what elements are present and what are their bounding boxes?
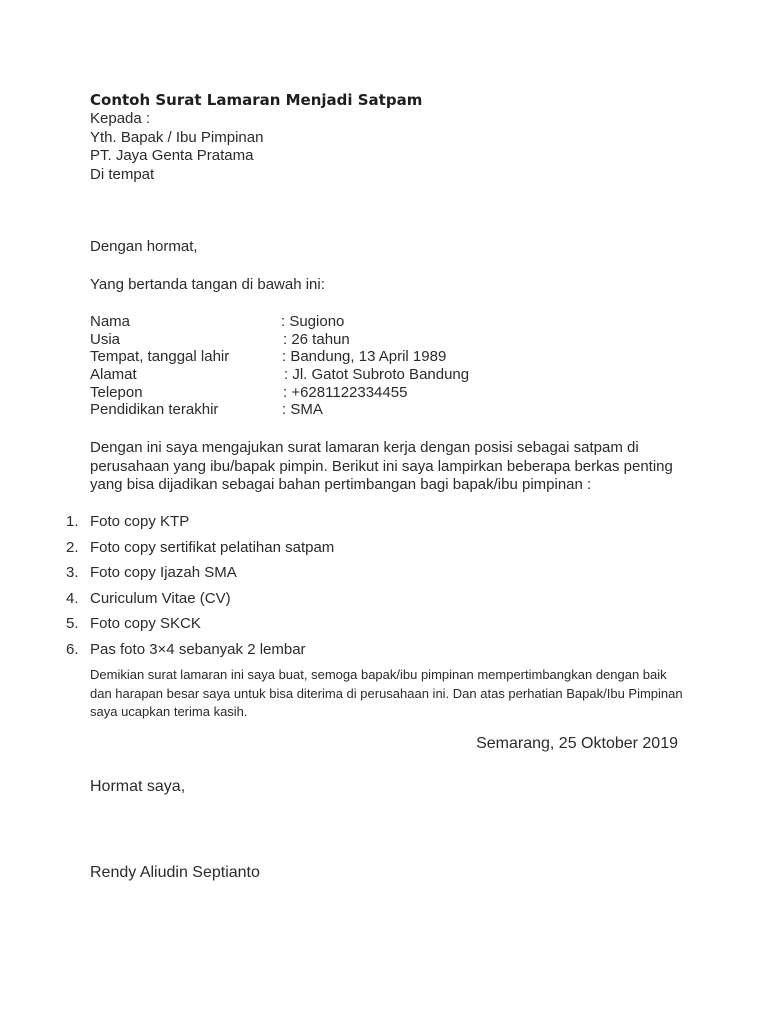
identity-label: Alamat [90, 366, 137, 384]
place-date: Semarang, 25 Oktober 2019 [476, 735, 678, 752]
intro-line: Yang bertanda tangan di bawah ini: [90, 276, 325, 293]
document-title: Contoh Surat Lamaran Menjadi Satpam [90, 91, 423, 109]
identity-row-education [90, 401, 510, 419]
list-number: 1. [66, 513, 79, 530]
identity-table [90, 313, 510, 419]
list-text: Foto copy SKCK [90, 615, 201, 632]
identity-row-name [90, 313, 510, 331]
identity-label: Usia [90, 330, 121, 348]
list-number: 3. [66, 564, 79, 581]
list-text: Foto copy KTP [90, 513, 190, 530]
identity-value: : Jl. Gatot Subroto Bandung [284, 366, 470, 384]
identity-row-phone [90, 384, 510, 402]
list-text: Pas foto 3×4 sebanyak 2 lembar [90, 640, 306, 658]
identity-label: Nama [90, 313, 131, 330]
list-number: 4. [66, 589, 79, 607]
list-number: 2. [66, 538, 79, 556]
list-text: Foto copy Ijazah SMA [90, 564, 237, 581]
signer-name: Rendy Aliudin Septianto [90, 864, 260, 881]
identity-value: : 26 tahun [283, 330, 350, 348]
list-number: 6. [66, 640, 79, 658]
identity-row-birth [90, 348, 510, 366]
list-number: 5. [66, 615, 79, 632]
regards-line: Hormat saya, [90, 778, 186, 795]
identity-label: Telepon [90, 383, 143, 401]
recipient-block [90, 110, 263, 184]
identity-row-age [90, 331, 510, 349]
greeting: Dengan hormat, [90, 238, 198, 255]
identity-value: : SMA [282, 401, 323, 419]
identity-label: Tempat, tanggal lahir [90, 348, 230, 366]
recipient-place: Di tempat [90, 165, 155, 183]
identity-label: Pendidikan terakhir [90, 401, 219, 419]
list-text: Curiculum Vitae (CV) [90, 589, 231, 607]
recipient-company: PT. Jaya Genta Pratama [90, 147, 254, 164]
identity-value: : Sugiono [281, 313, 345, 330]
identity-value: : Bandung, 13 April 1989 [282, 348, 447, 366]
list-text: Foto copy sertifikat pelatihan satpam [90, 538, 335, 556]
recipient-salutation: Kepada : [90, 110, 151, 127]
closing-paragraph: Demikian surat lamaran ini saya buat, semoga bapak/ibu pimpinan mempertimbangkan dengan baik dan harapan besar saya untuk bisa diterima di perusahaan ini. Dan atas perhatian Bapak/Ibu Pimpinan saya ucapkan terima kasih. [90, 667, 683, 719]
recipient-addressee: Yth. Bapak / Ibu Pimpinan [90, 128, 264, 146]
identity-value: : +6281122334455 [283, 383, 408, 401]
identity-row-address [90, 366, 510, 384]
application-statement: Dengan ini saya mengajukan surat lamaran kerja dengan posisi sebagai satpam di perusahaan yang ibu/bapak pimpin. Berikut ini saya lampirkan beberapa berkas penting yang bisa dijadikan sebagai bahan pertimbangan bagi bapak/ibu pimpinan : [90, 439, 673, 493]
